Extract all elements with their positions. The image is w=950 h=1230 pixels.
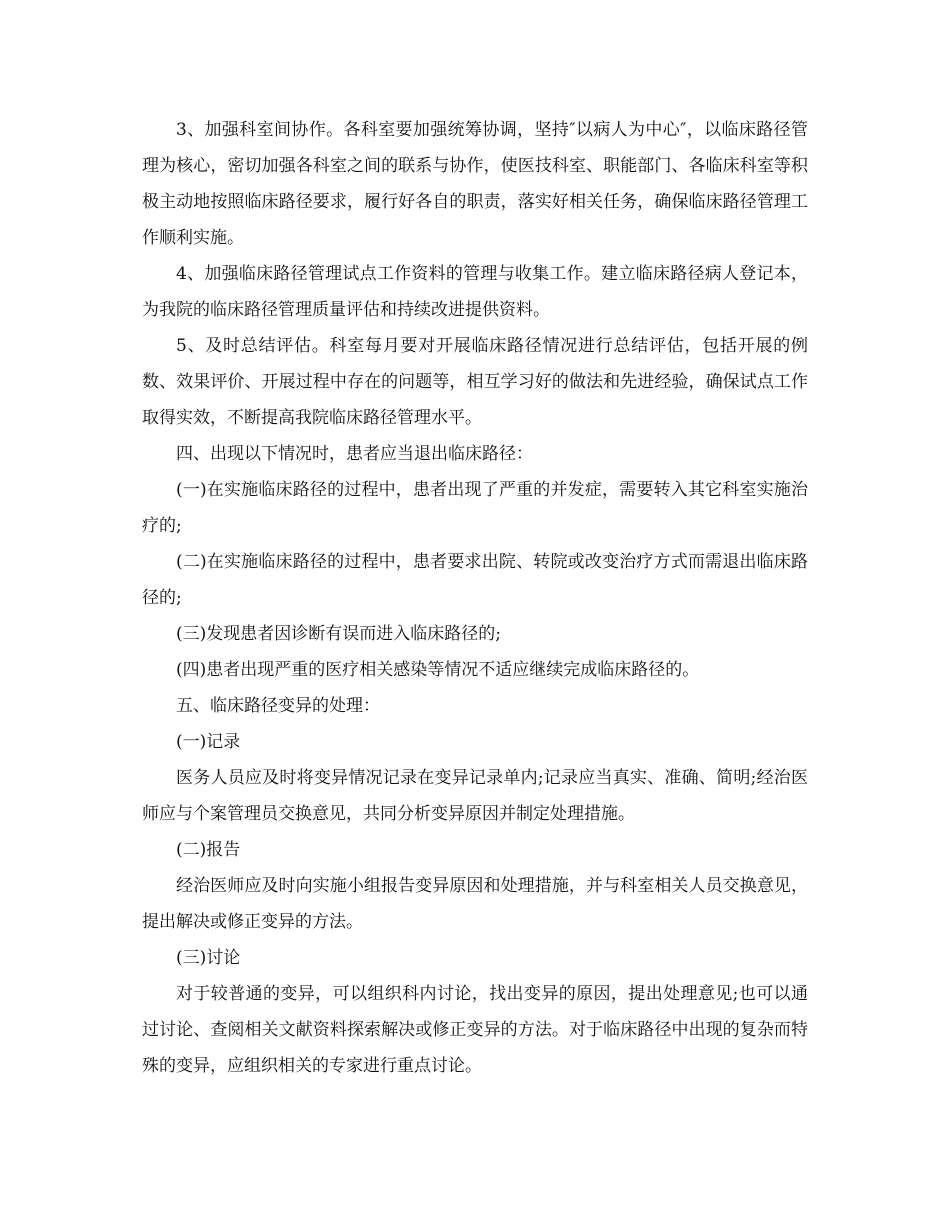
list-item-exit-3: (三)发现患者因诊断有误而进入临床路径的; <box>176 624 501 644</box>
list-item-exit-2: (二)在实施临床路径的过程中，患者要求出院、转院或改变治疗方式而需退出临床路径的; <box>142 552 808 608</box>
paragraph-timely-evaluation: 5、及时总结评估。科室每月要对开展临床路径情况进行总结评估，包括开展的例数、效果评价、开展过程中存在的问题等，相互学习好的做法和先进经验，确保试点工作取得实效，不断提高我院临床路径管理水平。 <box>142 336 808 428</box>
subheading-discussion: (三)讨论 <box>176 948 241 968</box>
list-item-exit-1: (一)在实施临床路径的过程中，患者出现了严重的并发症，需要转入其它科室实施治疗的; <box>142 480 808 536</box>
heading-exit-conditions: 四、出现以下情况时，患者应当退出临床路径： <box>176 444 533 464</box>
list-item-exit-4: (四)患者出现严重的医疗相关感染等情况不适应继续完成临床路径的。 <box>176 660 700 680</box>
paragraph-dept-cooperation: 3、加强科室间协作。各科室要加强统筹协调，坚持″以病人为中心″，以临床路径管理为核心，密切加强各科室之间的联系与协作，使医技科室、职能部门、各临床科室等积极主动地按照临床路径要求，履行好各自的职责，落实好相关任务，确保临床路径管理工作顺利实施。 <box>142 120 808 248</box>
subheading-report: (二)报告 <box>176 840 241 860</box>
heading-variation-handling: 五、临床路径变异的处理： <box>176 696 380 716</box>
paragraph-report: 经治医师应及时向实施小组报告变异原因和处理措施，并与科室相关人员交换意见，提出解决或修正变异的方法。 <box>142 876 808 932</box>
subheading-record: (一)记录 <box>176 732 241 752</box>
paragraph-discussion: 对于较普通的变异，可以组织科内讨论，找出变异的原因，提出处理意见;也可以通过讨论、查阅相关文献资料探索解决或修正变异的方法。对于临床路径中出现的复杂而特殊的变异，应组织相关的专家进行重点讨论。 <box>142 984 808 1076</box>
paragraph-data-management: 4、加强临床路径管理试点工作资料的管理与收集工作。建立临床路径病人登记本，为我院的临床路径管理质量评估和持续改进提供资料。 <box>142 264 808 320</box>
paragraph-record: 医务人员应及时将变异情况记录在变异记录单内;记录应当真实、准确、简明;经治医师应与个案管理员交换意见，共同分析变异原因并制定处理措施。 <box>142 768 808 824</box>
document-body <box>142 112 808 1084</box>
